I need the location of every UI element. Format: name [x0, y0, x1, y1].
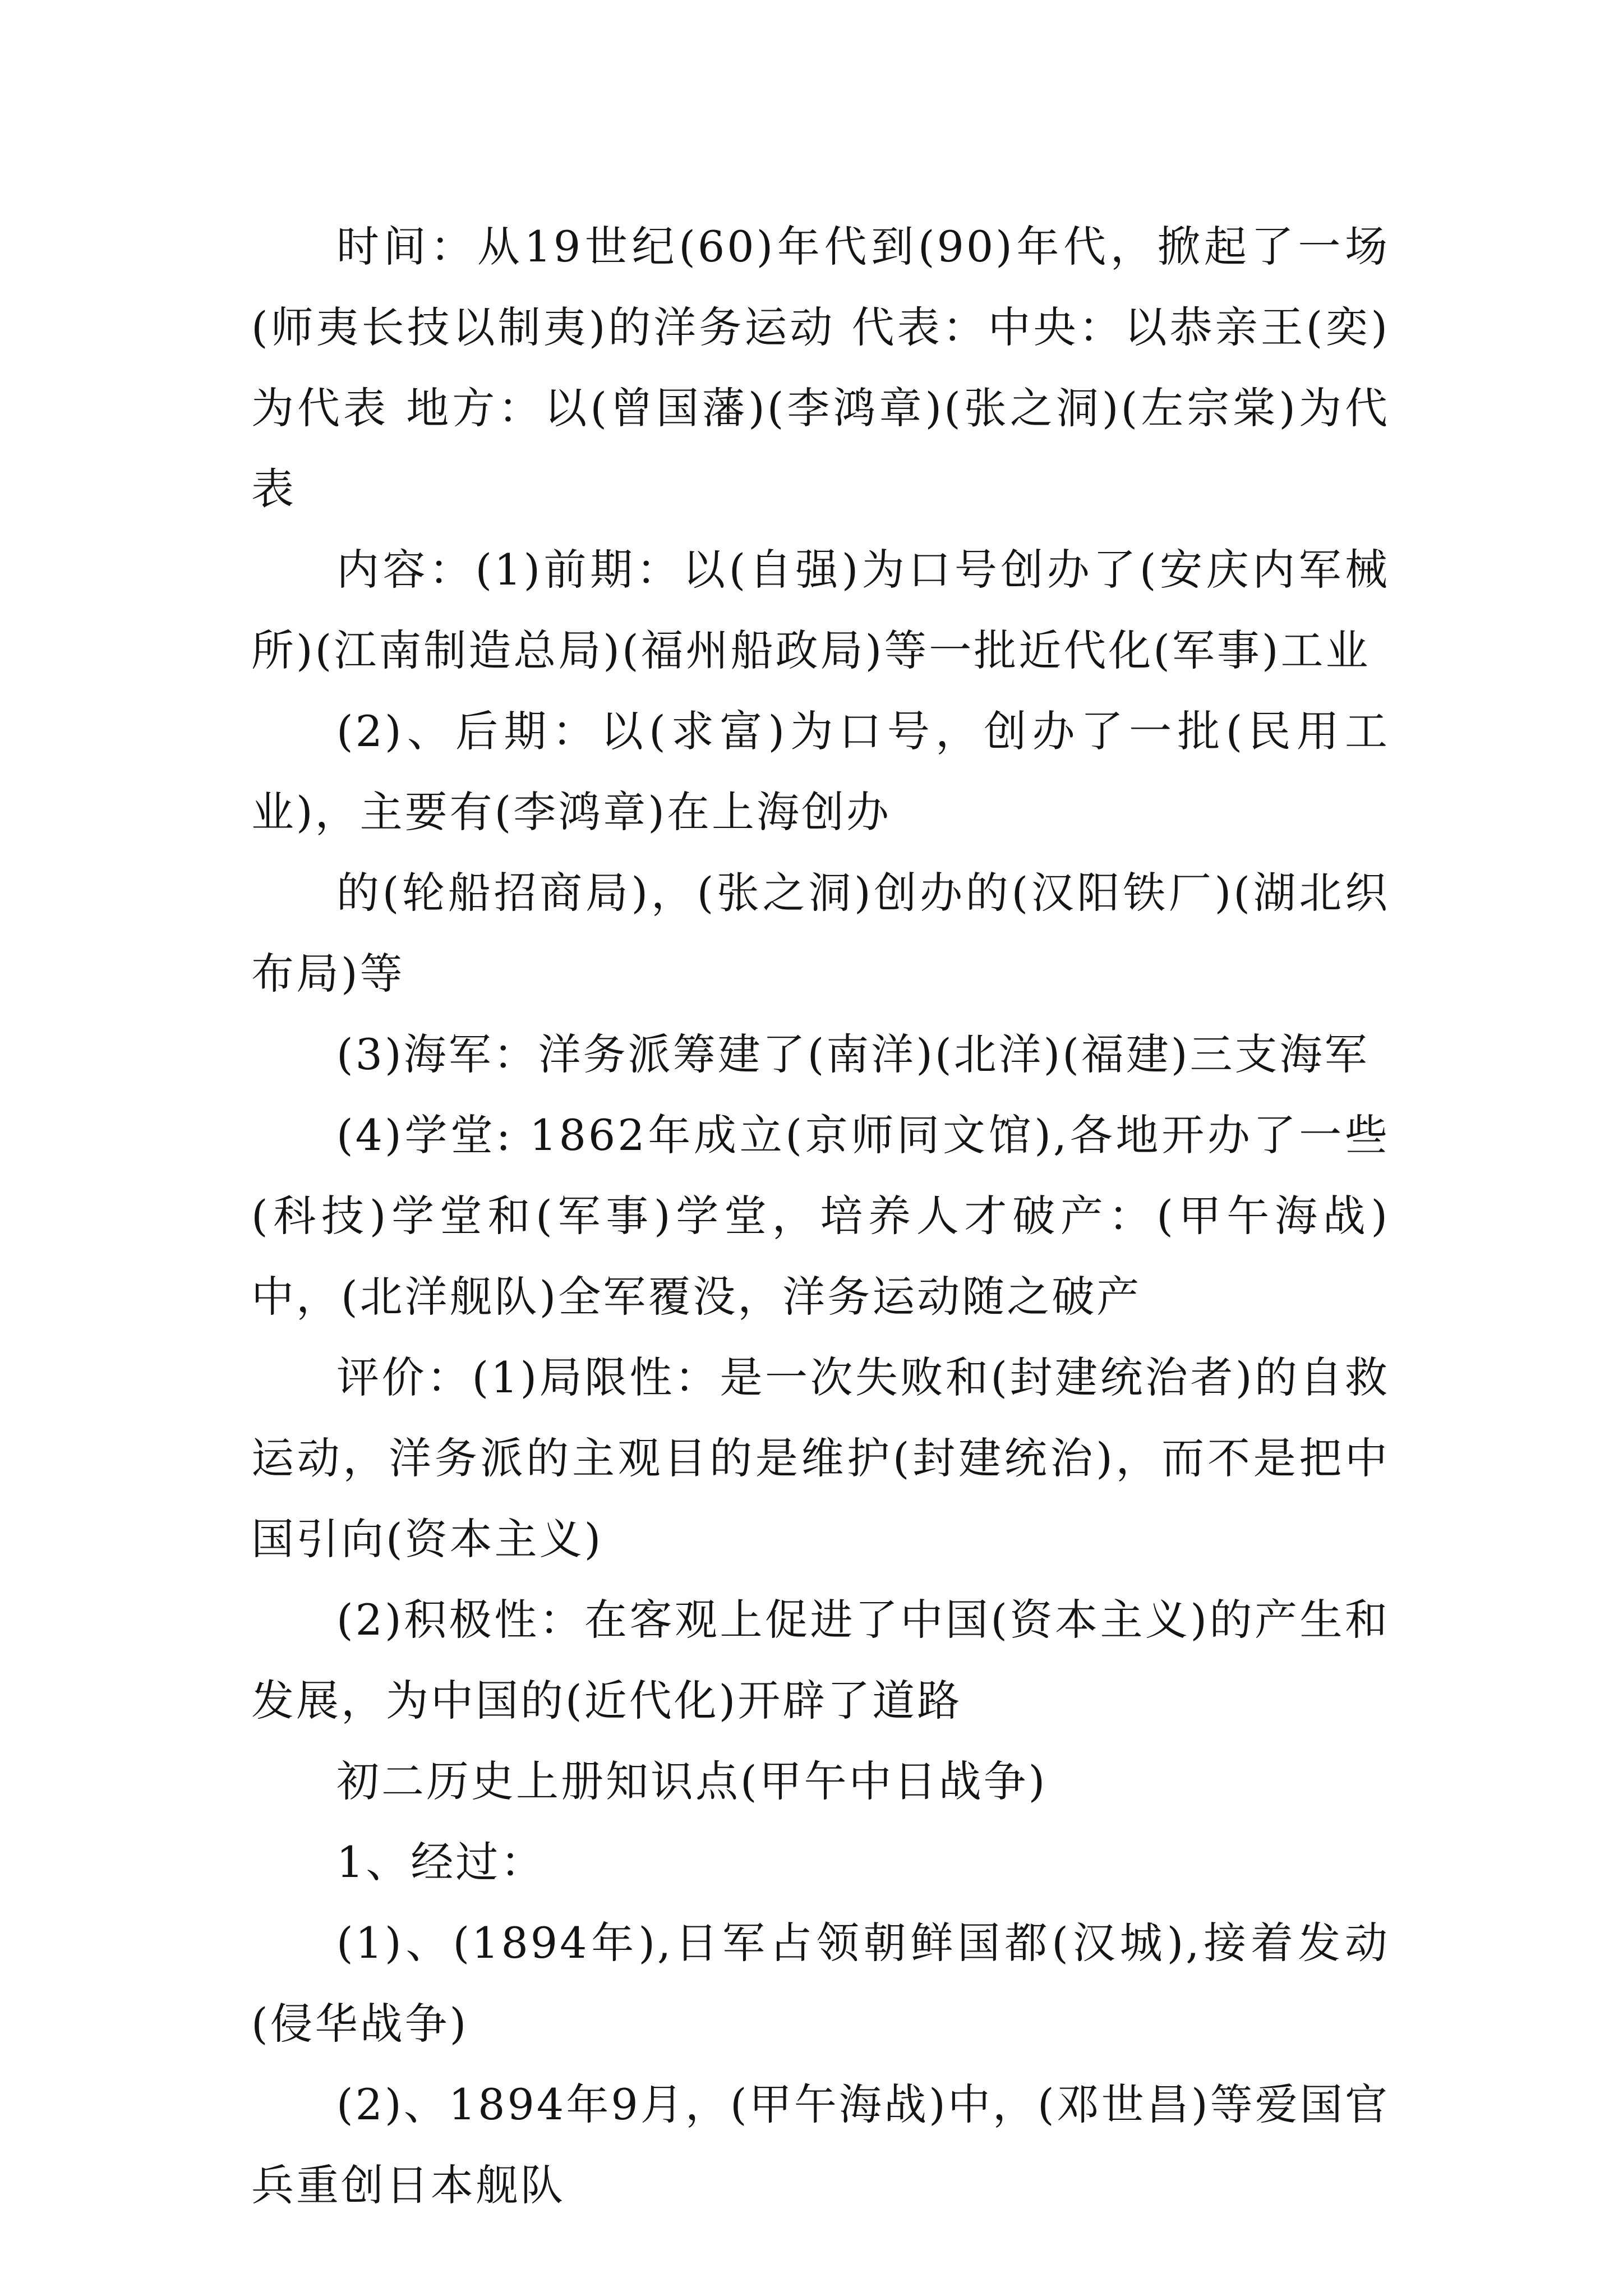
paragraph-evaluation-limits: 评价：(1)局限性：是一次失败和(封建统治者)的自救运动，洋务派的主观目的是维护(封建统治)，而不是把中国引向(资本主义) — [251, 1352, 1390, 1564]
paragraph-navy: (3)海军：洋务派筹建了(南洋)(北洋)(福建)三支海军 — [336, 1029, 1370, 1079]
paragraph-process-heading: 1、经过： — [336, 1837, 546, 1887]
paragraph-westernization-time: 时间：从19世纪(60)年代到(90)年代，掀起了一场(师夷长技以制夷)的洋务运动 代表：中央：以恭亲王(奕)为代表 地方：以(曾国藩)(李鸿章)(张之洞)(左宗棠)为代表 — [251, 222, 1390, 514]
paragraph-schools: (4)学堂: 1862年成立(京师同文馆),各地开办了一些(科技)学堂和(军事)学堂，培养人才破产：(甲午海战)中，(北洋舰队)全军覆没，洋务运动随之破产 — [251, 1110, 1390, 1322]
paragraph-process-2: (2)、1894年9月，(甲午海战)中，(邓世昌)等爱国官兵重创日本舰队 — [251, 2079, 1390, 2210]
paragraph-process-1: (1)、(1894年),日军占领朝鲜国都(汉城),接着发动(侵华战争) — [251, 1918, 1390, 2049]
section-heading-sino-japanese-war: 初二历史上册知识点(甲午中日战争) — [336, 1756, 1048, 1806]
paragraph-content-late: (2)、后期：以(求富)为口号，创办了一批(民用工业)，主要有(李鸿章)在上海创办 — [251, 706, 1390, 837]
paragraph-content-early: 内容：(1)前期：以(自强)为口号创办了(安庆内军械所)(江南制造总局)(福州船政局)等一批近代化(军事)工业 — [251, 545, 1390, 675]
paragraph-content-late-continued: 的(轮船招商局)，(张之洞)创办的(汉阳铁厂)(湖北织布局)等 — [251, 868, 1390, 999]
document-body — [251, 206, 1390, 2226]
paragraph-evaluation-positive: (2)积极性：在客观上促进了中国(资本主义)的产生和发展，为中国的(近代化)开辟了道路 — [251, 1595, 1390, 1726]
